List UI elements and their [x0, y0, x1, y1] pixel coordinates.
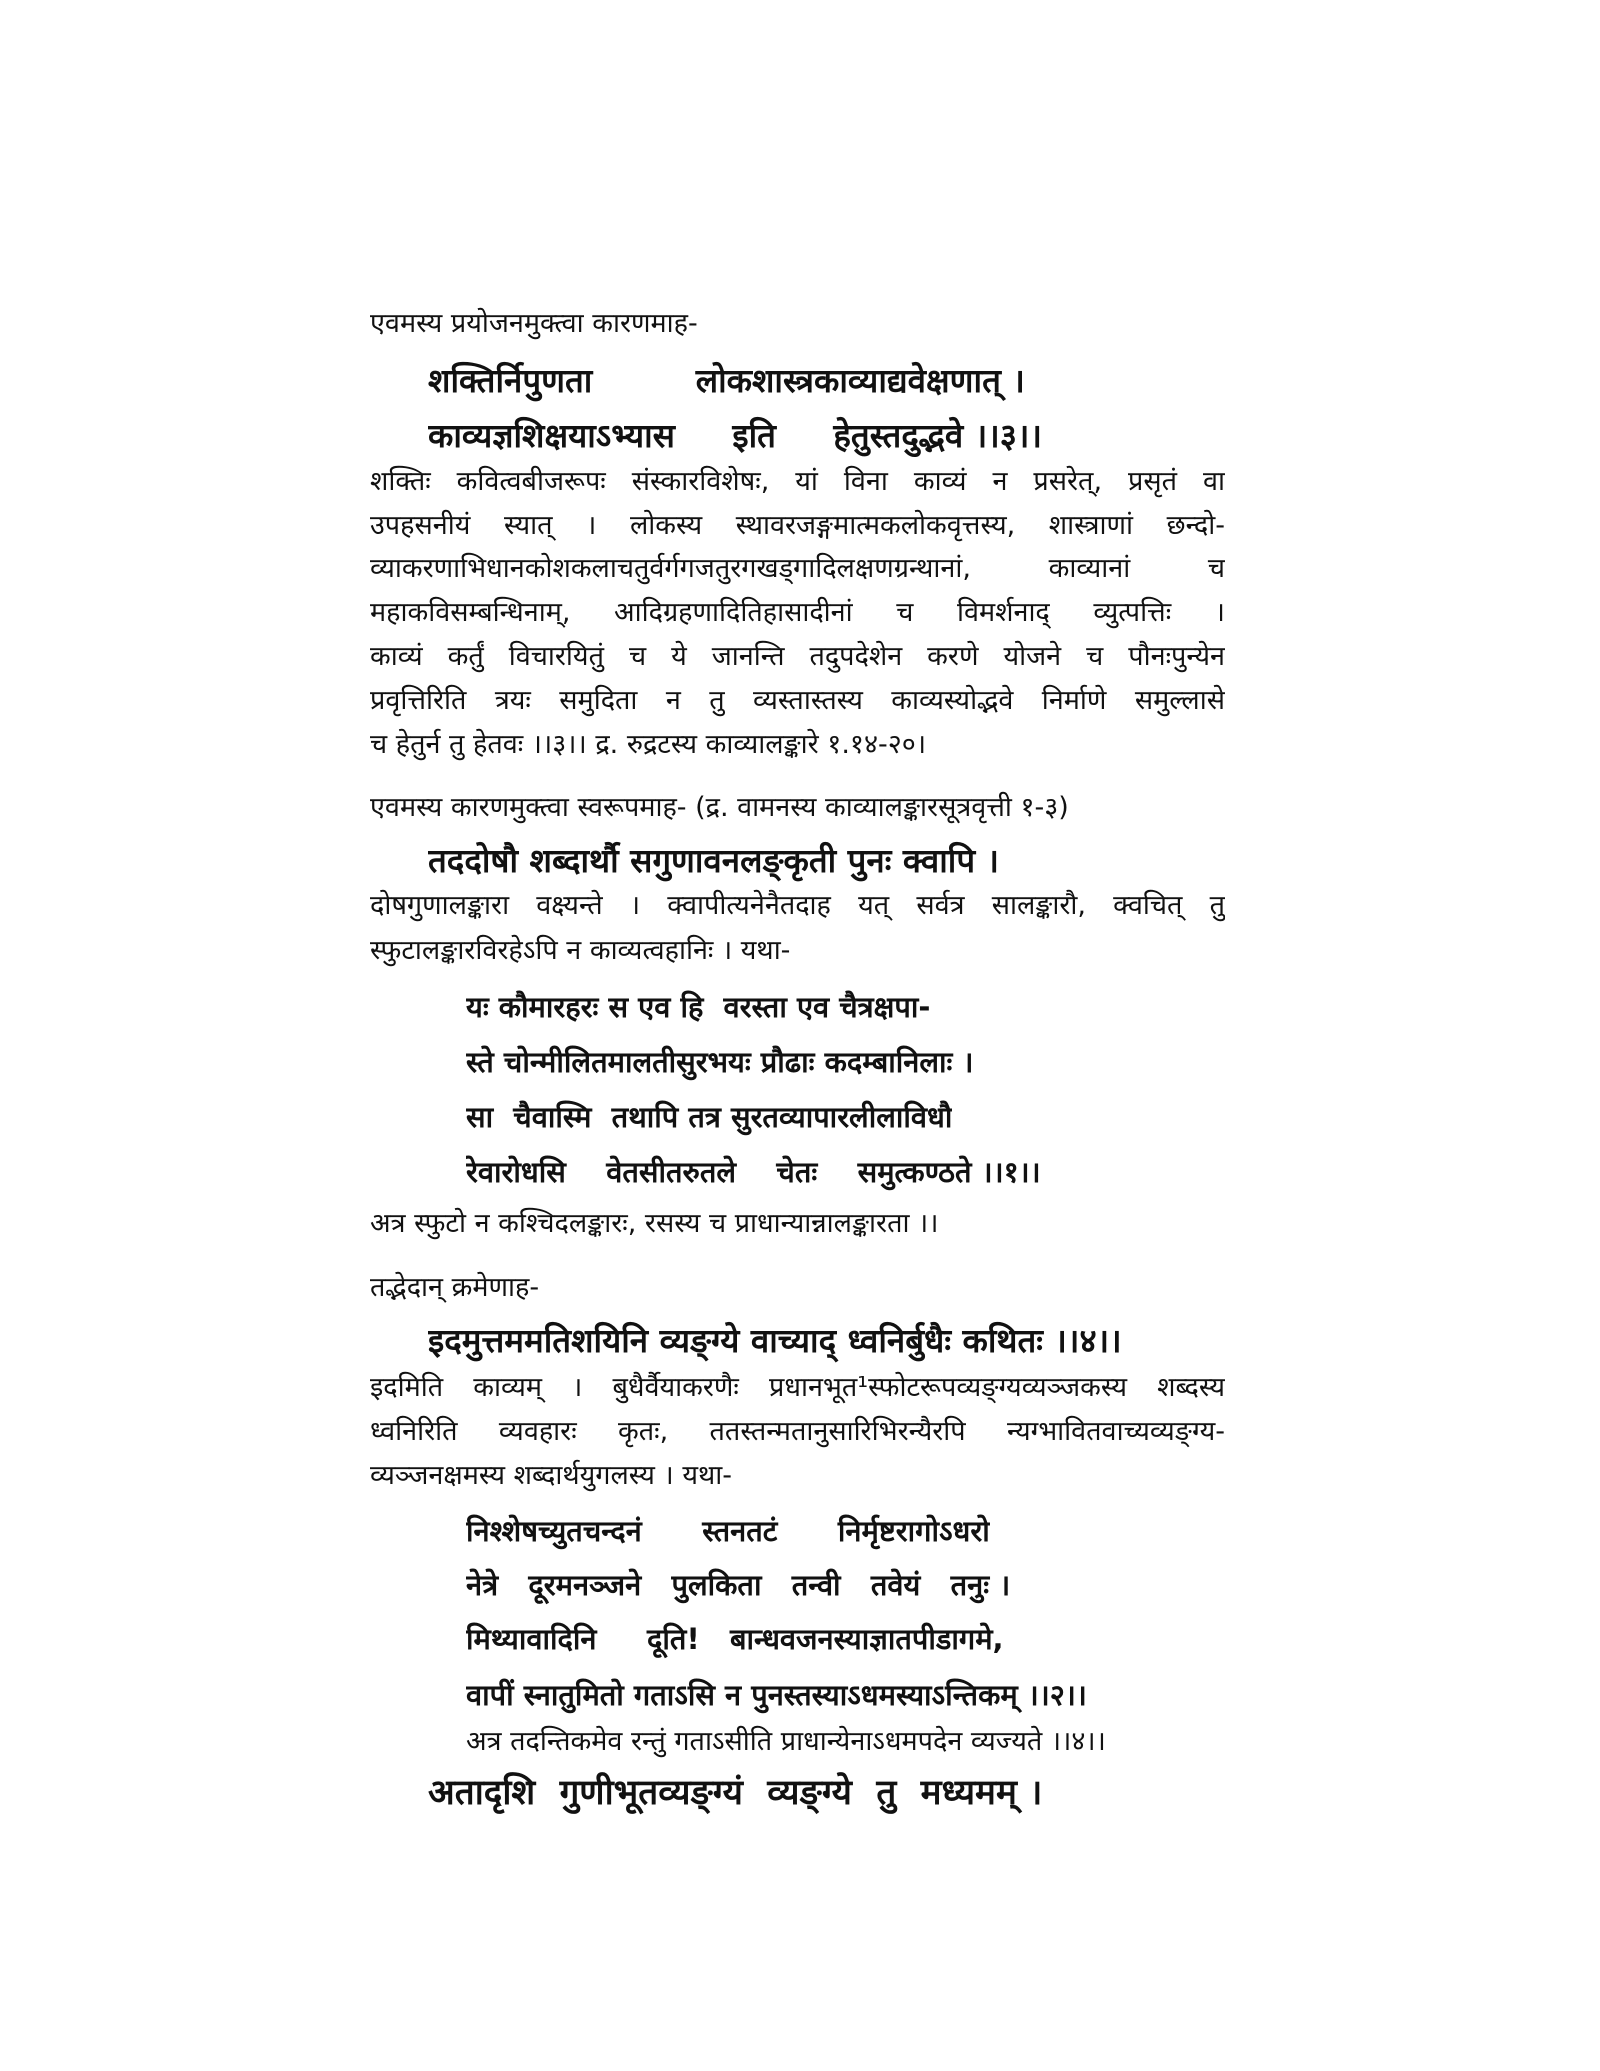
commentary-line: व्याकरणाभिधानकोशकलाचतुर्वर्गगजतुरगखड्गादिलक्षणग्रन्थानां, काव्यानां च — [370, 553, 1225, 584]
karika-5: अतादृशि गुणीभूतव्यङ्ग्यं व्यङ्ग्ये तु मध्यमम् । — [428, 1773, 1043, 1813]
verse-1-line: रेवारोधसि वेतसीतरुतले चेतः समुत्कण्ठते ।।१।। — [466, 1155, 1041, 1189]
intro-line: एवमस्य प्रयोजनमुक्त्वा कारणमाह- — [370, 308, 698, 339]
commentary-line: ध्वनिरिति व्यवहारः कृतः, ततस्तन्मतानुसारिभिरन्यैरपि न्यग्भावितवाच्यव्यङ्ग्य- — [370, 1416, 1225, 1447]
verse-2-note: अत्र तदन्तिकमेव रन्तुं गताऽसीति प्राधान्येनाऽधमपदेन व्यज्यते ।।४।। — [466, 1726, 1106, 1757]
verse-1-line: स्ते चोन्मीलितमालतीसुरभयः प्रौढाः कदम्बानिलाः । — [466, 1045, 974, 1079]
commentary-line: स्फुटालङ्कारविरहेऽपि न काव्यत्वहानिः । यथा- — [370, 935, 791, 966]
commentary-line: उपहसनीयं स्यात् । लोकस्य स्थावरजङ्गमात्मकलोकवृत्तस्य, शास्त्राणां छन्दो- — [370, 510, 1225, 541]
commentary-line: प्रवृत्तिरिति त्रयः समुदिता न तु व्यस्तास्तस्य काव्यस्योद्भवे निर्माणे समुल्लासे — [370, 685, 1225, 716]
commentary-line: काव्यं कर्तुं विचारयितुं च ये जानन्ति तदुपदेशेन करणे योजने च पौनःपुन्येन — [370, 641, 1225, 672]
intro-line: एवमस्य कारणमुक्त्वा स्वरूपमाह- (द्र. वामनस्य काव्यालङ्कारसूत्रवृत्ती १-३) — [370, 792, 1069, 823]
karika-definition: तददोषौ शब्दार्थौ सगुणावनलङ्कृती पुनः क्वापि । — [428, 841, 1000, 880]
commentary-line: व्यञ्जनक्षमस्य शब्दार्थयुगलस्य । यथा- — [370, 1460, 732, 1491]
commentary-line: च हेतुर्न तु हेतवः ।।३।। द्र. रुद्रटस्य काव्यालङ्कारे १.१४-२०। — [370, 729, 927, 760]
verse-2-line: वापीं स्नातुमितो गताऽसि न पुनस्तस्याऽधमस्याऽन्तिकम् ।।२।। — [466, 1678, 1087, 1712]
verse-2-line: मिथ्यावादिनि दूति! बान्धवजनस्याज्ञातपीडागमे, — [466, 1622, 1004, 1656]
commentary-line: इदमिति काव्यम् । बुधैर्वैयाकरणैः प्रधानभूत¹स्फोटरूपव्यङ्ग्यव्यञ्जकस्य शब्दस्य — [370, 1372, 1225, 1403]
karika-3-line-1: शक्तिर्निपुणता लोकशास्त्रकाव्याद्यवेक्षणात् । — [428, 361, 1025, 400]
verse-2-line: नेत्रे दूरमनञ्जने पुलकिता तन्वी तवेयं तनुः । — [466, 1568, 1011, 1602]
commentary-line: दोषगुणालङ्कारा वक्ष्यन्ते । क्वापीत्यनेनैतदाह यत् सर्वत्र सालङ्कारौ, क्वचित् तु — [370, 890, 1225, 921]
karika-3-line-2: काव्यज्ञशिक्षयाऽभ्यास इति हेतुस्तदुद्भवे ।।३।। — [428, 416, 1042, 455]
verse-2-line: निश्शेषच्युतचन्दनं स्तनतटं निर्मृष्टरागोऽधरो — [466, 1514, 990, 1548]
commentary-line: महाकविसम्बन्धिनाम्, आदिग्रहणादितिहासादीनां च विमर्शनाद् व्युत्पत्तिः । — [370, 597, 1225, 628]
verse-1-line: सा चैवास्मि तथापि तत्र सुरतव्यापारलीलाविधौ — [466, 1100, 953, 1134]
intro-line: तद्भेदान् क्रमेणाह- — [370, 1272, 540, 1303]
verse-1-line: यः कौमारहरः स एव हि वरस्ता एव चैत्रक्षपा- — [466, 990, 931, 1024]
karika-4: इदमुत्तममतिशयिनि व्यङ्ग्ये वाच्याद् ध्वनिर्बुधैः कथितः ।।४।। — [428, 1321, 1122, 1360]
verse-1-note: अत्र स्फुटो न कश्चिदलङ्कारः, रसस्य च प्राधान्यान्नालङ्कारता ।। — [370, 1208, 939, 1239]
commentary-line: शक्तिः कवित्वबीजरूपः संस्कारविशेषः, यां विना काव्यं न प्रसरेत्, प्रसृतं वा — [370, 466, 1225, 497]
